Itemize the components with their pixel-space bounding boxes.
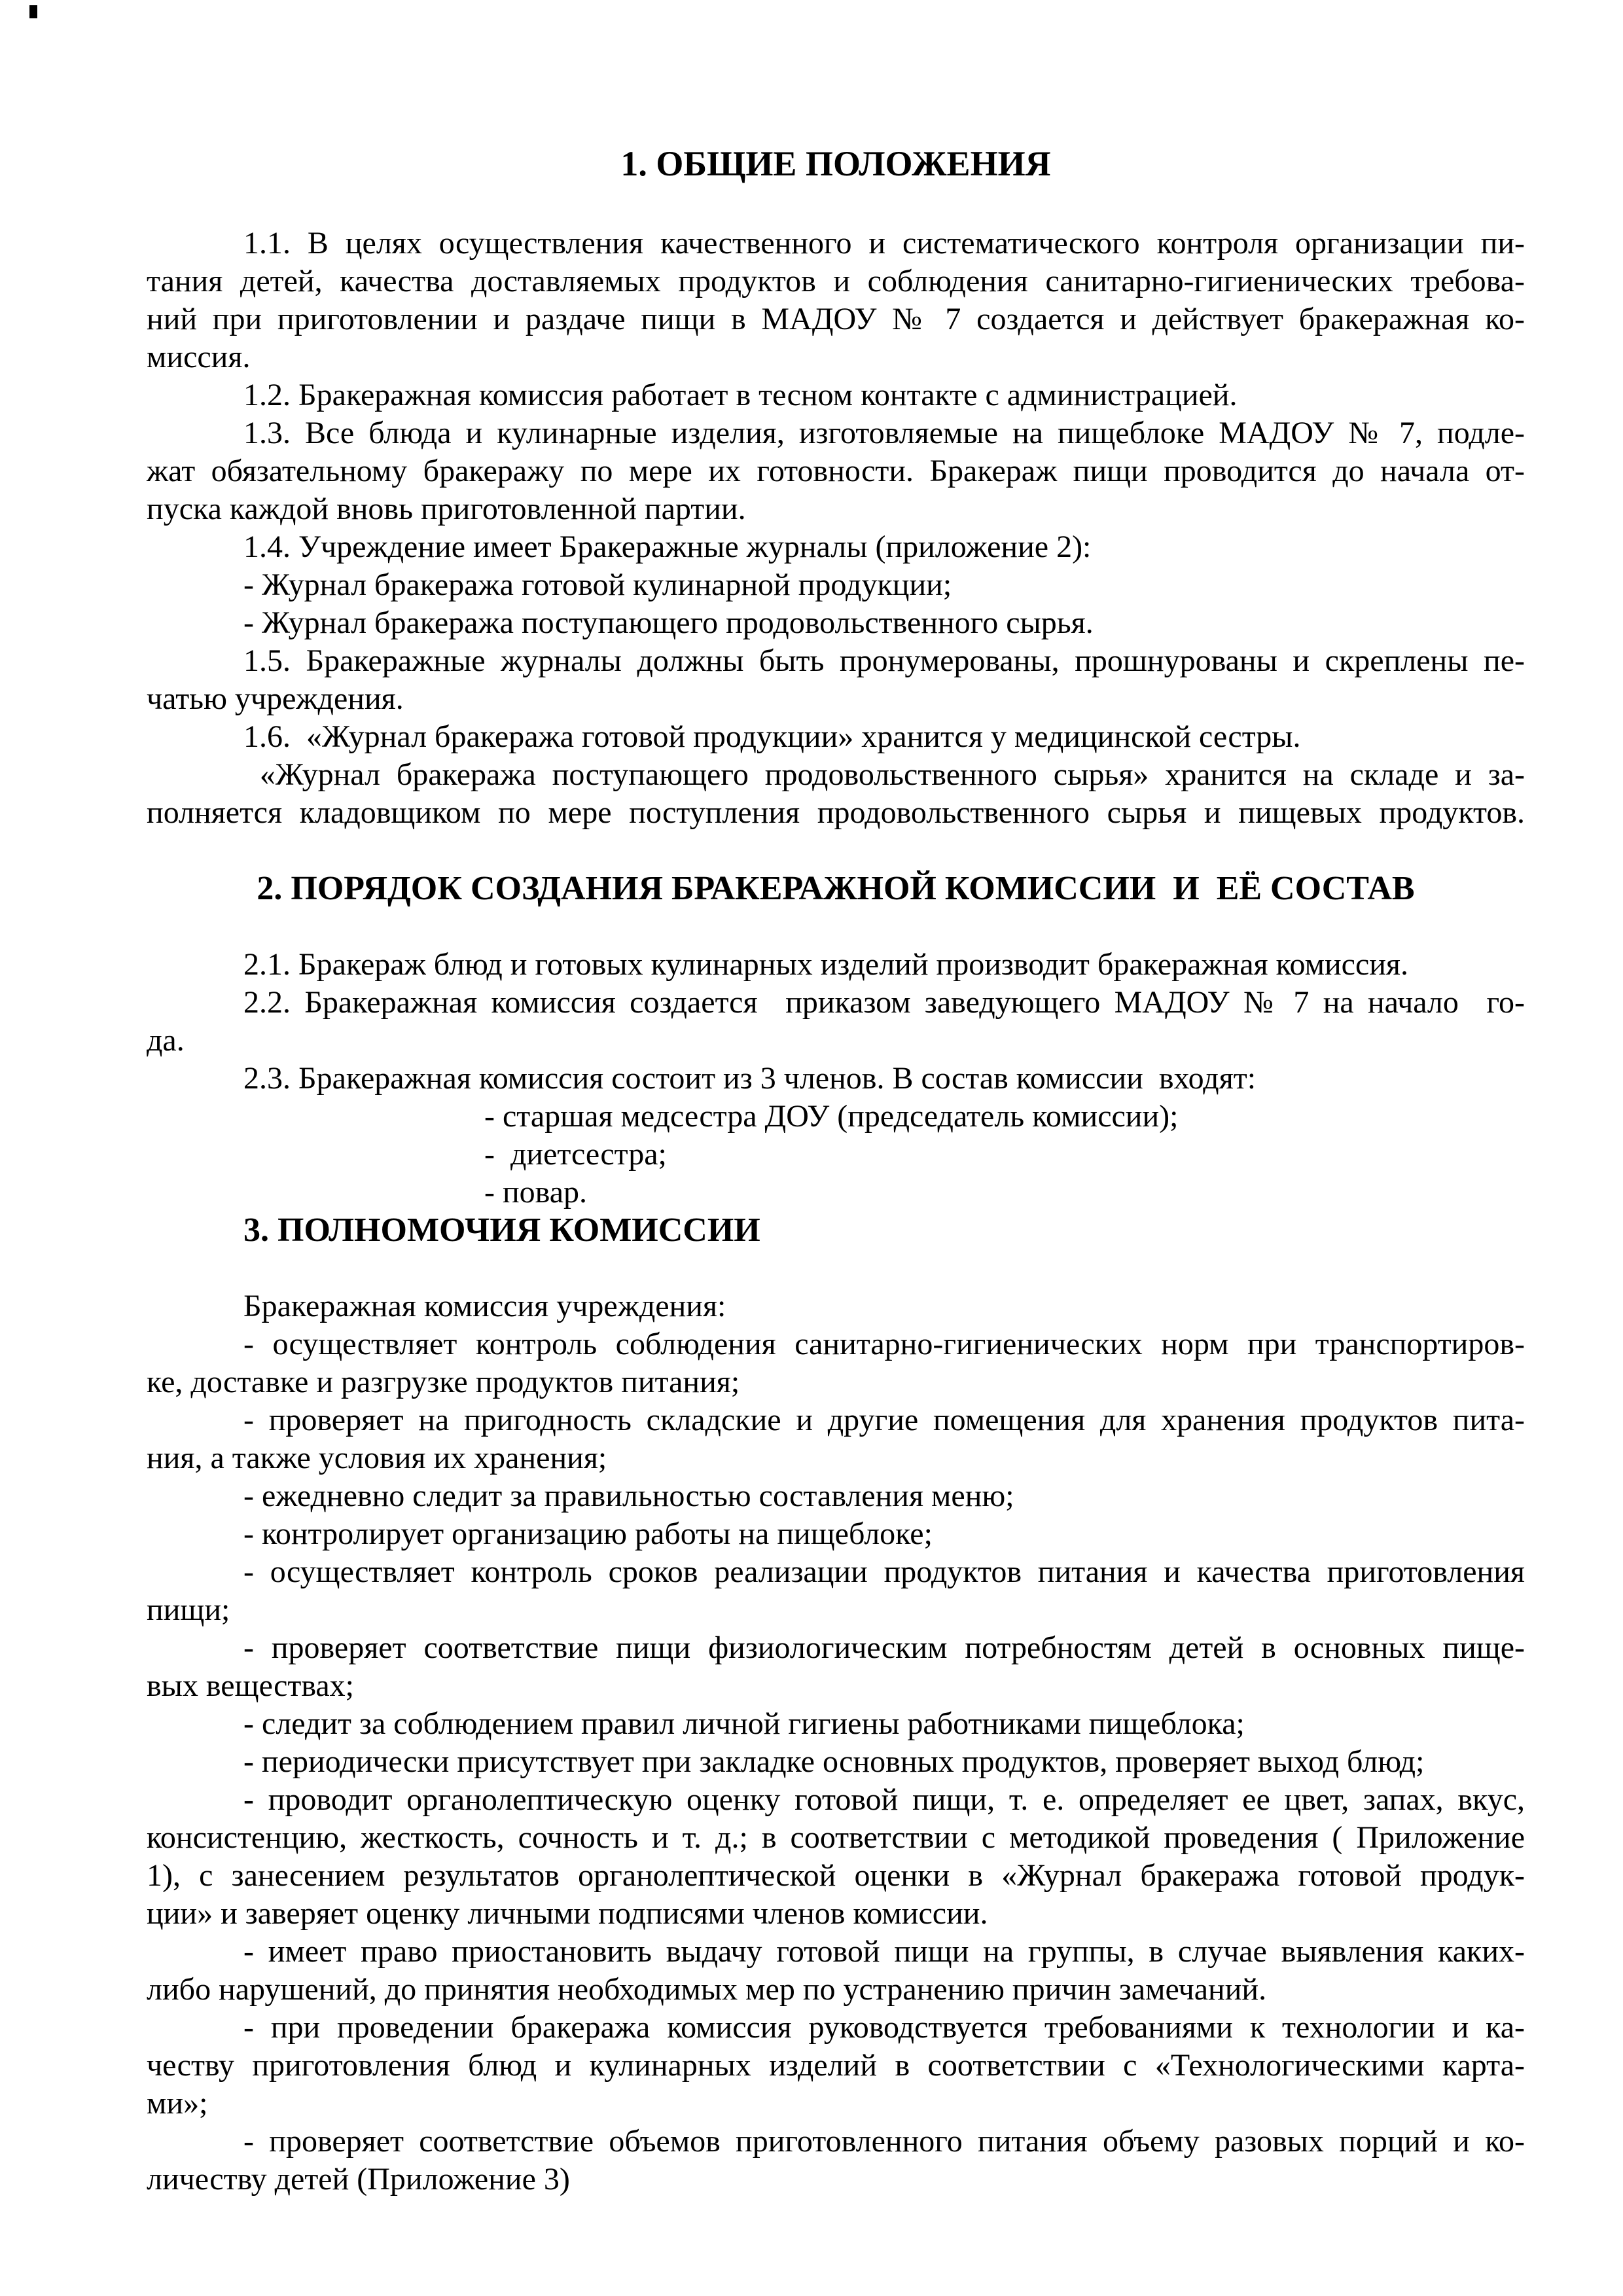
text-line: - следит за соблюдением правил личной гигиены работниками пищеблока; [243,1706,1245,1741]
paragraph [147,376,1525,414]
text-line: либо нарушений, до принятия необходимых мер по устранению причин замечаний. [147,1972,1267,2007]
paragraph [147,1060,1525,1098]
text-line: да. [147,1023,185,1058]
paragraph [147,1325,1525,1401]
paragraph [147,642,1525,718]
paragraph [147,1098,1525,1136]
text-line: - проверяет соответствие пищи физиологическим потребностям детей в основных пище- [243,1630,1525,1665]
text-line: 2.2. Бракеражная комиссия создается приказом заведующего МАДОУ № 7 на начало го- [243,985,1525,1020]
text-line: личеству детей (Приложение 3) [147,2162,570,2197]
paragraph [147,1174,1525,1211]
paragraph [147,1136,1525,1174]
section-heading-1: 1. ОБЩИЕ ПОЛОЖЕНИЯ [620,144,1051,183]
text-line: честву приготовления блюд и кулинарных изделий в соответствии с «Технологическими карта- [147,2048,1525,2083]
text-line: пуска каждой вновь приготовленной партии. [147,492,746,526]
text-line: - проверяет соответствие объемов приготовленного питания объему разовых порций и ко- [243,2124,1525,2159]
scan-artifact [29,5,37,18]
paragraph [147,984,1525,1060]
text-line: миссия. [147,340,251,374]
paragraph [147,224,1525,376]
text-line: 1.6. «Журнал бракеража готовой продукции» хранится у медицинской сестры. [243,719,1301,754]
text-line: - проверяет на пригодность складские и другие помещения для хранения продуктов пита- [243,1403,1525,1437]
text-line: 2.3. Бракеражная комиссия состоит из 3 членов. В состав комиссии входят: [243,1061,1257,1096]
text-line: консистенцию, жесткость, сочность и т. д.; в соответствии с методикой проведения ( Приложение [147,1820,1525,1855]
paragraph [147,1933,1525,2009]
text-line: - периодически присутствует при закладке основных продуктов, проверяет выход блюд; [243,1744,1425,1779]
paragraph [147,528,1525,566]
text-line: 1.2. Бракеражная комиссия работает в тесном контакте с администрацией. [243,378,1238,412]
text-line: - ежедневно следит за правильностью составления меню; [243,1479,1014,1513]
text-line: - Журнал бракеража поступающего продовольственного сырья. [243,605,1094,640]
paragraph [147,1477,1525,1515]
text-line: ции» и заверяет оценку личными подписями членов комиссии. [147,1896,988,1931]
text-line: - осуществляет контроль соблюдения санитарно-гигиенических норм при транспортиров- [243,1327,1525,1361]
text-line: - старшая медсестра ДОУ (председатель комиссии); [484,1099,1179,1134]
text-line: - проводит органолептическую оценку готовой пищи, т. е. определяет ее цвет, запах, вкус, [243,1782,1525,1817]
text-line: 1), с занесением результатов органолептической оценки в «Журнал бракеража готовой продук- [147,1858,1525,1893]
text-line: - имеет право приостановить выдачу готовой пищи на группы, в случае выявления каких- [243,1934,1525,1969]
text-line: 1.3. Все блюда и кулинарные изделия, изготовляемые на пищеблоке МАДОУ № 7, подле- [243,416,1525,450]
paragraph [147,1705,1525,1743]
text-line: «Журнал бракеража поступающего продовольственного сырья» хранится на складе и за- [243,757,1525,792]
paragraph [147,566,1525,604]
text-line: жат обязательному бракеражу по мере их готовности. Бракераж пищи проводится до начала от- [147,454,1525,488]
text-line: - контролирует организацию работы на пищеблоке; [243,1516,933,1551]
text-line: 2.1. Бракераж блюд и готовых кулинарных изделий производит бракеражная комиссия. [243,947,1409,982]
section-heading-2: 2. ПОРЯДОК СОЗДАНИЯ БРАКЕРАЖНОЙ КОМИССИИ И ЕЁ СОСТАВ [257,870,1415,907]
paragraph [147,1629,1525,1705]
text-line: - Журнал бракеража готовой кулинарной продукции; [243,567,952,602]
text-line: 1.1. В целях осуществления качественного и систематического контроля организации пи- [243,226,1525,260]
section-heading-3: 3. ПОЛНОМОЧИЯ КОМИССИИ [243,1211,760,1249]
paragraph [147,1781,1525,1933]
text-line: ми»; [147,2086,208,2121]
paragraph [147,604,1525,642]
text-line: 1.4. Учреждение имеет Бракеражные журналы (приложение 2): [243,529,1092,564]
text-line: - повар. [484,1175,588,1210]
text-line: вых веществах; [147,1668,355,1703]
paragraph [147,718,1525,756]
paragraph [147,756,1525,832]
text-line: - диетсестра; [484,1137,667,1172]
text-line: Бракеражная комиссия учреждения: [243,1289,726,1323]
text-line: - осуществляет контроль сроков реализации продуктов питания и качества приготовления [243,1554,1525,1589]
text-line: ке, доставке и разгрузке продуктов питания; [147,1365,740,1399]
paragraph [147,2009,1525,2123]
paragraph [147,1553,1525,1629]
paragraph [147,1401,1525,1477]
text-line: пищи; [147,1592,230,1627]
text-line: чатью учреждения. [147,681,404,716]
paragraph [147,1515,1525,1553]
text-line: - при проведении бракеража комиссия руководствуется требованиями к технологии и ка- [243,2010,1525,2045]
paragraph [147,1287,1525,1325]
text-line: 1.5. Бракеражные журналы должны быть пронумерованы, прошнурованы и скреплены пе- [243,643,1525,678]
paragraph [147,2123,1525,2198]
text-line: полняется кладовщиком по мере поступления продовольственного сырья и пищевых продуктов. [147,795,1525,830]
paragraph [147,414,1525,528]
paragraph [147,946,1525,984]
paragraph [147,1743,1525,1781]
text-line: тания детей, качества доставляемых продуктов и соблюдения санитарно-гигиенических требова- [147,264,1525,298]
text-line: ния, а также условия их хранения; [147,1441,607,1475]
text-line: ний при приготовлении и раздаче пищи в МАДОУ № 7 создается и действует бракеражная ко- [147,302,1525,336]
